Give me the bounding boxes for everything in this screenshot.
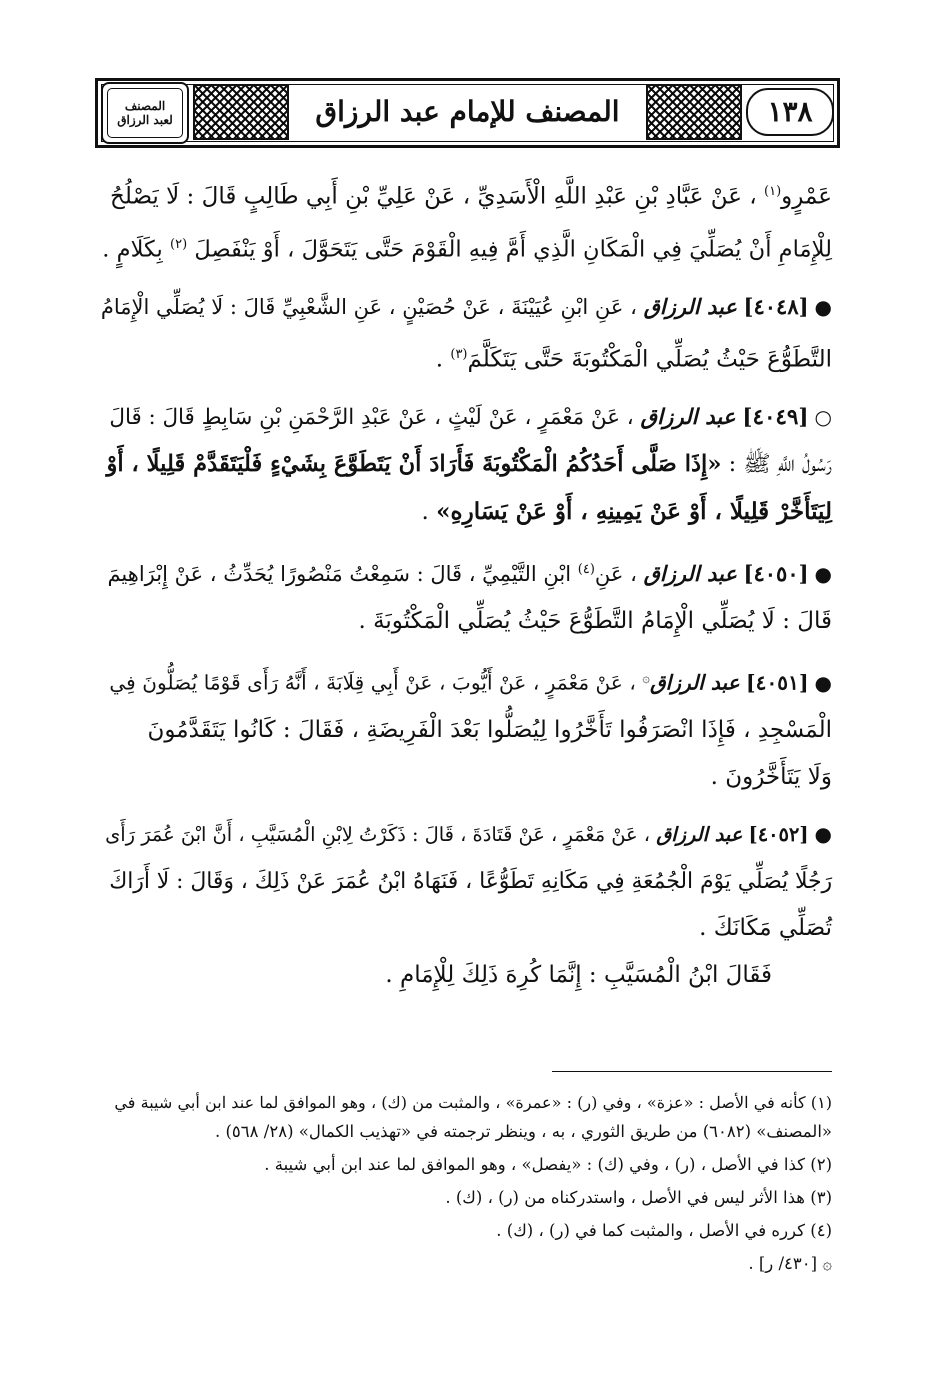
footnote-4 [98, 1216, 832, 1245]
text-segment: قَالَ : لَا يُصَلِّي الْإِمَامُ التَّطَوُّعَ حَيْثُ يُصَلِّي الْمَكْتُوبَةَ . [358, 607, 832, 634]
footnote-line: «المصنف» (٦٠٨٢) من طريق الثوري ، به ، وينظر ترجمته في «تهذيب الكمال» (٢٨/ ٥٦٨) . [214, 1122, 832, 1141]
text-segment: بِكَلَامٍ . [102, 236, 163, 263]
text-segment: الْمَسْجِدِ ، فَإِذَا انْصَرَفُوا تَأَخَّرُوا لِيُصَلُّوا بَعْدَ الْفَرِيضَةِ ، فَقَالَ : كَانُوا يَتَقَدَّمُونَ [147, 716, 832, 743]
text-line [98, 441, 832, 488]
footnote-3 [98, 1183, 832, 1212]
editor-name: عبد الرزاق [656, 822, 743, 846]
footnote-marker: (٣) [450, 347, 468, 363]
hadith-number: [٤٠٥١] [746, 670, 809, 695]
hadith-4051 [98, 655, 832, 801]
text-segment: وَلَا يَتَأَخَّرُونَ . [710, 763, 832, 790]
text-line [98, 546, 832, 598]
text-segment: ابْنِ التَّيْمِيِّ ، قَالَ : سَمِعْتُ مَنْصُورًا يُحَدِّثُ ، عَنْ إِبْرَاهِيمَ [107, 561, 572, 586]
text-line [98, 394, 832, 441]
header-ornament-left [193, 84, 289, 140]
footnote-separator [552, 1071, 832, 1072]
hadith-number: [٤٠٥٢] [748, 822, 809, 846]
text-segment: . [421, 498, 429, 525]
manuscript-marker-icon: ۞ [642, 670, 650, 686]
prophetic-text: «إِذَا صَلَّى أَحَدُكُمُ الْمَكْتُوبَةَ فَأَرَادَ أَنْ يَتَطَوَّعَ بِشَيْءٍ فَلْيَتَقَدَّمْ قَلِيلًا ، أَوْ [106, 450, 722, 477]
text-line [98, 952, 832, 999]
header-ornament-right [646, 84, 742, 140]
editor-name: عبد الرزاق [643, 560, 737, 586]
hadith-number: [٤٠٤٩] [742, 404, 809, 430]
text-line [98, 707, 832, 754]
bullet-icon: ● [814, 295, 832, 320]
text-segment: لِلْإِمَامِ أَنْ يُصَلِّيَ فِي الْمَكَانِ الَّذِي أَمَّ فِيهِ الْقَوْمَ حَتَّى يَتَحَوَّلَ ، أَوْ يَنْفَصِلَ [194, 236, 832, 263]
footnote-line: (٣) هذا الأثر ليس في الأصل ، واستدركناه من (ر) ، (ك) . [445, 1188, 832, 1207]
text-segment: ، عَنْ مَعْمَرٍ ، عَنْ أَيُّوبَ ، عَنْ أَبِي قِلَابَةَ ، أَنَّهُ رَأَى قَوْمًا يُصَلُّونَ فِي [109, 670, 636, 695]
hadith-4049 [98, 394, 832, 536]
bullet-icon: ● [814, 670, 832, 695]
main-text [98, 168, 832, 1009]
hadith-number: [٤٠٤٨] [743, 294, 809, 320]
text-segment: عَمْرٍو [781, 183, 832, 210]
bullet-icon: ● [814, 821, 832, 846]
text-line [98, 811, 832, 858]
text-line [98, 598, 832, 645]
text-segment: رَسُولُ اللَّهِ ﷺ : [728, 450, 832, 477]
footnote-page-ref [98, 1249, 832, 1278]
text-line [98, 221, 832, 274]
editor-name: عبد الرزاق [649, 670, 740, 695]
footnote-line: (٤) كرره في الأصل ، والمثبت كما في (ر) ، (ك) . [496, 1221, 832, 1240]
text-segment: التَّطَوُّعَ حَيْثُ يُصَلِّي الْمَكْتُوبَةَ حَتَّى يَتَكَلَّمَ [467, 346, 832, 373]
text-line [98, 858, 832, 905]
text-line [98, 283, 832, 331]
page-number: ١٣٨ [767, 95, 813, 128]
text-line [98, 331, 832, 384]
hadith-4052 [98, 811, 832, 999]
footnote-marker: (٤) [577, 561, 595, 577]
book-seal-inner [107, 88, 183, 138]
footnote-line: (١) كأنه في الأصل : «عزة» ، وفي (ر) : «عمرة» ، والمثبت من (ك) ، وهو الموافق لما عند ابن أبي شيبة في [114, 1093, 832, 1112]
hadith-4048 [98, 283, 832, 384]
footnote-marker: (٢) [170, 236, 188, 252]
page-number-badge [746, 88, 834, 136]
text-segment: ، عَنْ مَعْمَرٍ ، عَنْ لَيْثٍ ، عَنْ عَبْدِ الرَّحْمَنِ بْنِ سَابِطٍ قَالَ : قَالَ [109, 404, 634, 430]
book-seal [101, 82, 189, 144]
bullet-icon: ● [814, 561, 832, 586]
text-line [98, 905, 832, 952]
text-segment: فَقَالَ ابْنُ الْمُسَيَّبِ : إِنَّمَا كُرِهَ ذَلِكَ لِلْإِمَامِ . [385, 961, 772, 988]
footnote-1 [98, 1088, 832, 1146]
editor-name: عبد الرزاق [643, 294, 737, 320]
footnotes [98, 1088, 832, 1282]
book-title: المصنف للإمام عبد الرزاق [315, 95, 620, 128]
footnote-line: ۞ [٤٣٠/ ر] . [748, 1254, 832, 1273]
footnote-line: (٢) كذا في الأصل ، (ر) ، وفي (ك) : «يفصل» ، وهو الموافق لما عند ابن أبي شيبة . [264, 1155, 832, 1174]
text-segment: رَجُلًا يُصَلِّي يَوْمَ الْجُمُعَةِ فِي مَكَانِهِ تَطَوُّعًا ، فَنَهَاهُ ابْنُ عُمَرَ عَنْ ذَلِكَ ، وَقَالَ : لَا أَرَاكَ [109, 868, 832, 894]
running-header [95, 78, 840, 148]
text-line [98, 754, 832, 801]
text-segment: ، عَنْ عَبَّادِ بْنِ عَبْدِ اللَّهِ الْأَسَدِيِّ ، عَنْ عَلِيِّ بْنِ أَبِي طَالِبٍ قَالَ : لَا يَصْلُحُ [110, 183, 757, 210]
footnote-marker: (١) [764, 184, 782, 199]
text-segment: ، عَنِ ابْنِ عُيَيْنَةَ ، عَنْ حُصَيْنٍ ، عَنِ الشَّعْبِيِّ قَالَ : لَا يُصَلِّي الْإِمَامُ [100, 295, 637, 320]
continuation-paragraph [98, 168, 832, 273]
text-line [98, 655, 832, 707]
text-segment: ، عَنِ [594, 561, 637, 586]
text-line [98, 488, 832, 536]
text-segment: ، عَنْ مَعْمَرٍ ، عَنْ قَتَادَةَ ، قَالَ : ذَكَرْتُ لِابْنِ الْمُسَيَّبِ ، أَنَّ ابْنَ عُمَرَ رَأَى [105, 822, 651, 846]
text-segment: تُصَلِّي مَكَانَكَ . [699, 914, 832, 941]
footnote-2 [98, 1150, 832, 1179]
editor-name: عبد الرزاق [640, 404, 736, 430]
bullet-icon: ○ [814, 404, 832, 429]
prophetic-text: لِيَتَأَخَّرْ قَلِيلًا ، أَوْ عَنْ يَمِينِهِ ، أَوْ عَنْ يَسَارِهِ» [436, 497, 832, 525]
hadith-number: [٤٠٥٠] [743, 560, 809, 586]
hadith-4050 [98, 546, 832, 645]
seal-line-2: لعبد الرزاق [117, 113, 173, 127]
seal-line-1: المصنف [124, 99, 166, 113]
text-line [98, 168, 832, 221]
text-segment: . [435, 346, 444, 373]
